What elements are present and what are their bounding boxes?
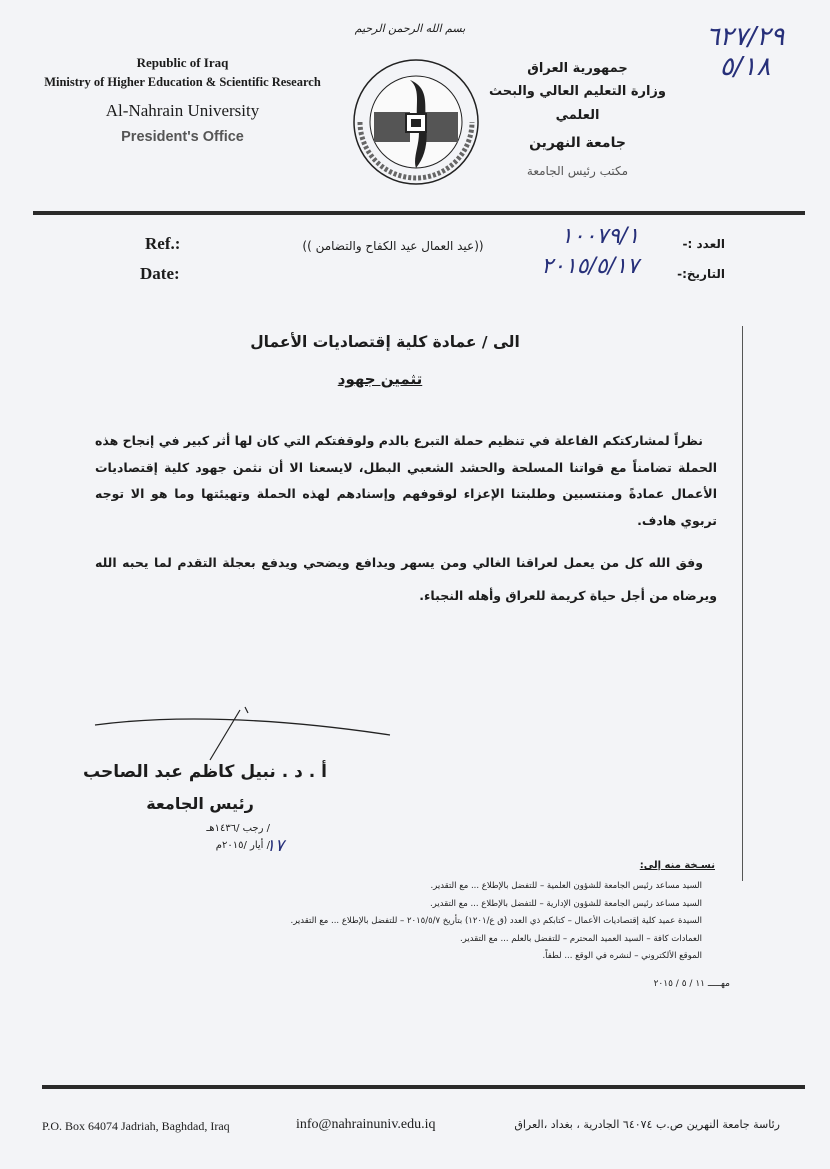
footer-divider [42,1085,805,1089]
body-paragraph-2: وفق الله كل من يعمل لعراقنا الغالي ومن يسهر ويدافع ويضحي ويدفع بعجلة التقدم لما يحبه الله ويرضاه من أجل حياة كريمة للعراق وأهله النجباء. [95,555,717,603]
body-paragraph-1: نظراً لمشاركتكم الفاعلة في تنظيم حملة التبرع بالدم ولوقفتكم التي كان لها أثر كبير في إنجاح هذه الحملة تضامناً مع قواتنا المسلحة والحشد الشعبي البطل، لايسعنا الا أن نثمن جهود كلية إقتصاديات الأعمال عمادةً ومنتسبين وطلبتنا الإعزاء لوقوفهم وإسنادهم لهذه الحملة وتهيئتها وما هو الا توجه تربوي هادف. [95,433,717,528]
copy-item: العمادات كافة – السيد العميد المحترم – للتفضل بالعلم ... مع التقدير. [459,934,702,944]
date-label-ar: التاريخ:- [677,267,725,281]
subject: تثمين جهود [337,370,423,388]
margin-rule [742,326,743,881]
signature-mark [90,705,440,765]
en-country: Republic of Iraq [136,55,229,70]
footer-address-ar: رئاسة جامعة النهرين ص.ب ٦٤٠٧٤ الجادرية ، بغداد ،العراق [514,1118,780,1131]
copy-item: السيد مساعد رئيس الجامعة للشؤون العلمية – للتفضل بالإطلاع ... مع التقدير. [430,881,702,891]
date-value: ٢٠١٥/٥/١٧ [541,254,639,279]
copy-item: السيدة عميد كلية إقتصاديات الأعمال – كتابكم ذي العدد (ق ع/١٢٠١) بتأريخ ٢٠١٥/٥/٧ – للتفضل بالإطلاع ... مع التقدير. [290,916,702,926]
en-ministry: Ministry of Higher Education & Scientific Research [44,75,321,89]
date-day-handwritten: ١٧ [265,836,285,856]
copies-footer-ref: مهـــــ ١١ / ٥ / ٢٠١٥ [653,979,730,989]
header-arabic [475,58,680,184]
header-divider [33,211,805,215]
footer-po-box: P.O. Box 64074 Jadriah, Baghdad, Iraq [42,1119,230,1133]
ref-number: ١٠٠٧٩/١ [560,224,640,249]
en-office: President's Office [121,129,244,145]
ar-office: مكتب رئيس الجامعة [526,164,629,178]
ar-country: جمهورية العراق [527,61,628,76]
date-hijri: / رجب /١٤٣٦هـ [206,823,270,834]
copy-item: الموقع الألكتروني – لنشره في الوقع ... لطفاً. [542,951,702,961]
copy-item: السيد مساعد رئيس الجامعة للشؤون الإدارية – للتفضل بالإطلاع ... مع التقدير. [429,899,702,909]
ar-university: جامعة النهرين [529,135,626,151]
ref-label-ar: العدد :- [682,237,725,251]
ar-ministry: وزارة التعليم العالي والبحث العلمي [489,84,666,123]
handwritten-note: ٦٢٧/٢٩ ٥/١٨ [705,22,785,82]
copies-heading: نسـخة منه إلى: [639,860,715,871]
recipient: الى / عمادة كلية إقتصاديات الأعمال [250,333,520,351]
en-university: Al-Nahrain University [105,101,260,120]
signatory-title: رئيس الجامعة [146,794,254,813]
university-seal [352,58,480,186]
date-label-en: Date: [140,264,180,283]
date-gregorian: / أيار /٢٠١٥م [215,840,270,851]
signatory-name: أ . د . نبيل كاظم عبد الصاحب [83,762,327,782]
header-english [20,54,345,148]
footer-email: info@nahrainuniv.edu.iq [296,1117,436,1132]
ref-label-en: Ref.: [145,234,181,253]
basmala: بسم الله الرحمن الرحيم [354,22,466,35]
slogan: ((عيد العمال عيد الكفاح والتضامن )) [302,239,484,253]
